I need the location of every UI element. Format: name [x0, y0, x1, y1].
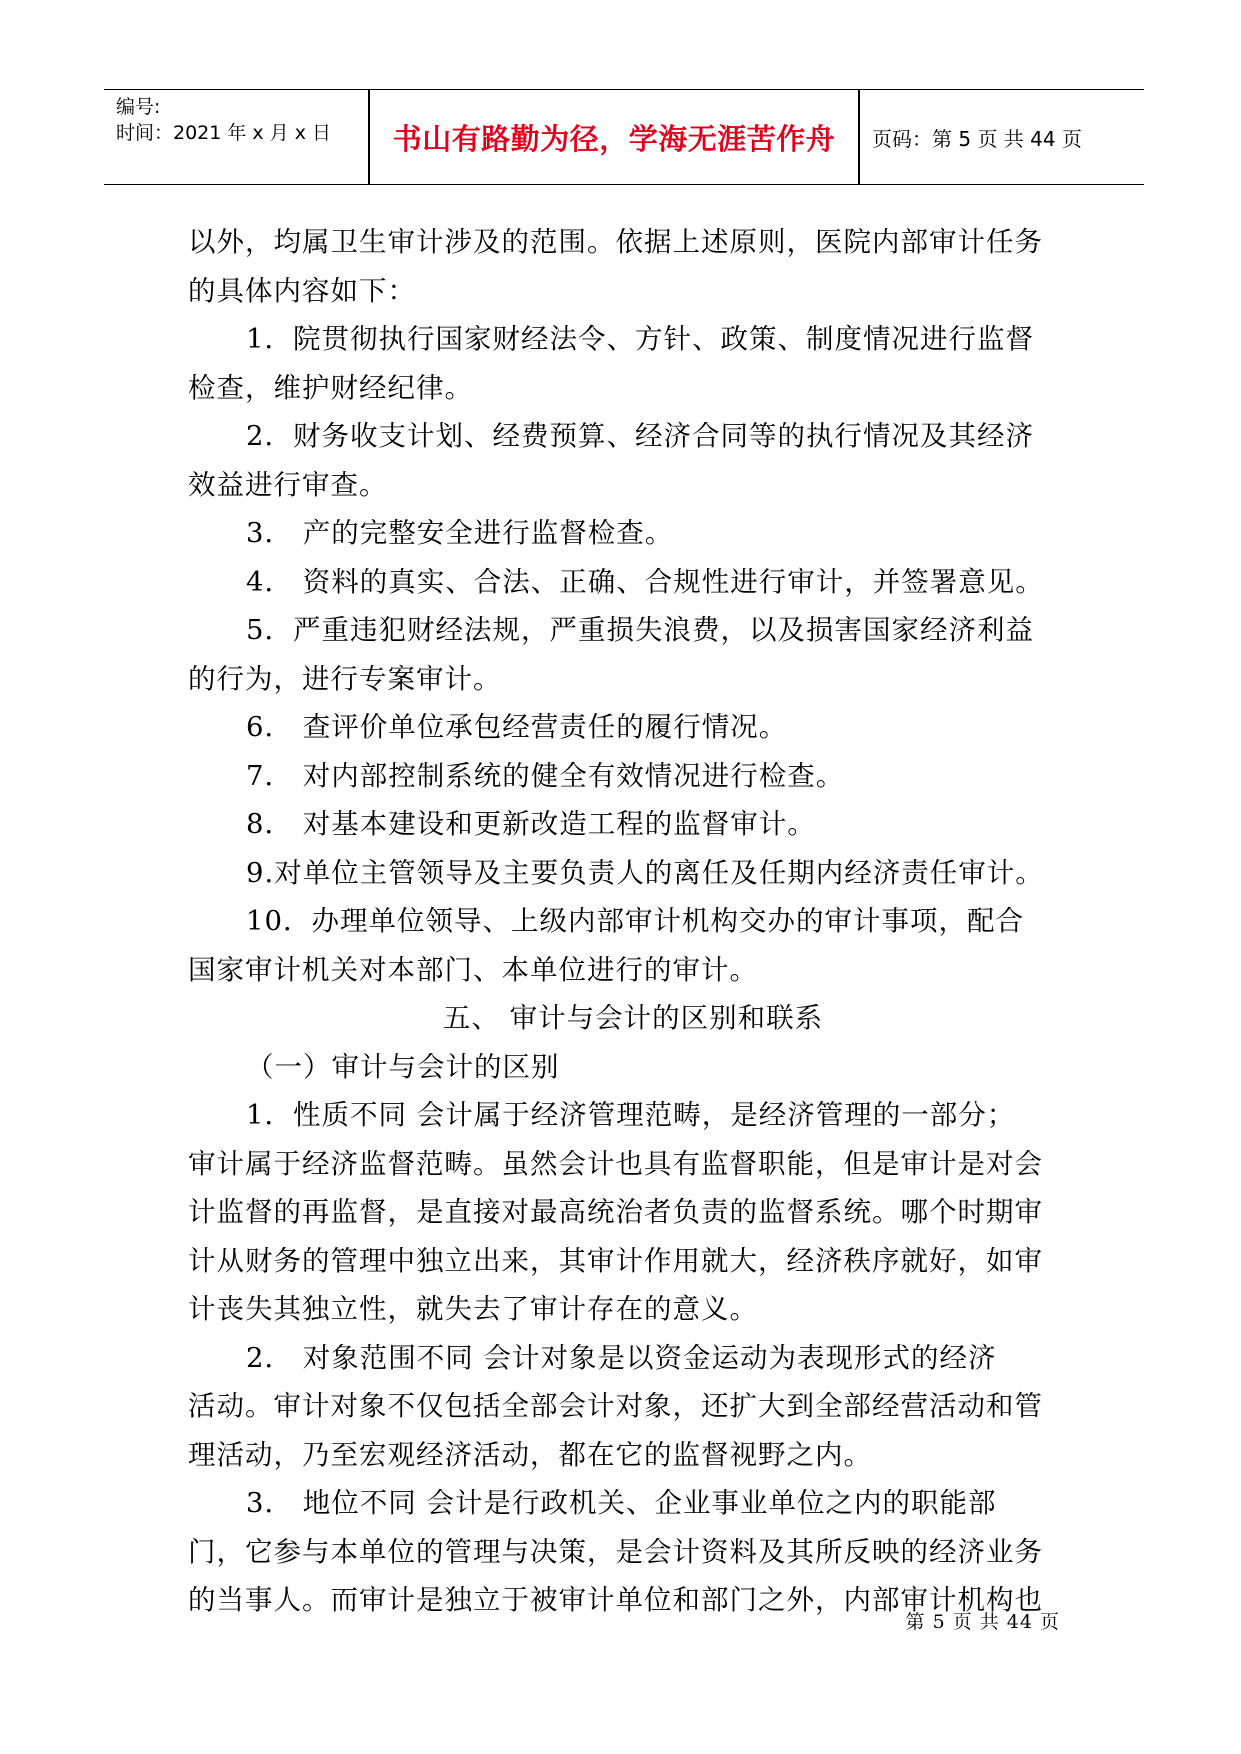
body-line: 的具体内容如下： — [188, 274, 416, 307]
header-motto: 书山有路勤为径，学海无涯苦作舟 — [392, 121, 836, 156]
list-item-6: 6． 查评价单位承包经营责任的履行情况。 — [246, 711, 788, 743]
list-item-1: 1．院贯彻执行国家财经法令、方针、政策、制度情况进行监督 — [246, 323, 1034, 355]
list-item-4: 4． 资料的真实、合法、正确、合规性进行审计，并签署意见。 — [246, 565, 1044, 598]
body-line: 审计属于经济监督范畴。虽然会计也具有监督职能，但是审计是对会 — [188, 1147, 1043, 1180]
list-item-3: 3． 产的完整安全进行监督检查。 — [246, 517, 674, 549]
header-page-number: 页码：第 5 页 共 44 页 — [872, 126, 1082, 151]
subsection-heading: （一）审计与会计的区别 — [246, 1050, 560, 1083]
difference-item-1: 1．性质不同 会计属于经济管理范畴，是经济管理的一部分； — [246, 1099, 1016, 1131]
body-line: 效益进行审查。 — [188, 468, 388, 501]
document-time-label: 时间：2021 年 x 月 x 日 — [116, 122, 332, 144]
body-line: 的当事人。而审计是独立于被审计单位和部门之外，内部审计机构也 — [188, 1584, 1043, 1616]
document-number-label: 编号: — [116, 96, 161, 118]
list-item-10: 10．办理单位领导、上级内部审计机构交办的审计事项，配合 — [246, 905, 1024, 937]
document-body — [188, 218, 1068, 1625]
body-line: 的行为，进行专案审计。 — [188, 662, 502, 695]
body-line: 活动。审计对象不仅包括全部会计对象，还扩大到全部经营活动和管 — [188, 1390, 1043, 1422]
page-footer: 第 5 页 共 44 页 — [905, 1611, 1060, 1633]
difference-item-3: 3． 地位不同 会计是行政机关、企业事业单位之内的职能部 — [246, 1487, 997, 1519]
body-line: 检查，维护财经纪律。 — [188, 371, 473, 404]
body-line: 理活动，乃至宏观经济活动，都在它的监督视野之内。 — [188, 1438, 872, 1471]
body-line: 门，它参与本单位的管理与决策，是会计资料及其所反映的经济业务 — [188, 1535, 1043, 1568]
list-item-9: 9.对单位主管领导及主要负责人的离任及任期内经济责任审计。 — [246, 856, 1044, 889]
page-header — [104, 89, 1144, 185]
body-line: 以外，均属卫生审计涉及的范围。依据上述原则，医院内部审计任务 — [188, 226, 1043, 258]
section-heading: 五、 审计与会计的区别和联系 — [442, 1002, 824, 1034]
body-line: 计监督的再监督，是直接对最高统治者负责的监督系统。哪个时期审 — [188, 1196, 1043, 1228]
list-item-5: 5．严重违犯财经法规，严重损失浪费，以及损害国家经济利益 — [246, 614, 1034, 646]
body-line: 计从财务的管理中独立出来，其审计作用就大，经济秩序就好，如审 — [188, 1244, 1043, 1277]
body-line: 国家审计机关对本部门、本单位进行的审计。 — [188, 953, 758, 986]
list-item-8: 8． 对基本建设和更新改造工程的监督审计。 — [246, 808, 816, 840]
body-line: 计丧失其独立性，就失去了审计存在的意义。 — [188, 1293, 758, 1325]
list-item-7: 7． 对内部控制系统的健全有效情况进行检查。 — [246, 759, 845, 792]
list-item-2: 2．财务收支计划、经费预算、经济合同等的执行情况及其经济 — [246, 420, 1034, 452]
difference-item-2: 2． 对象范围不同 会计对象是以资金运动为表现形式的经济 — [246, 1341, 997, 1374]
header-divider — [858, 90, 860, 184]
